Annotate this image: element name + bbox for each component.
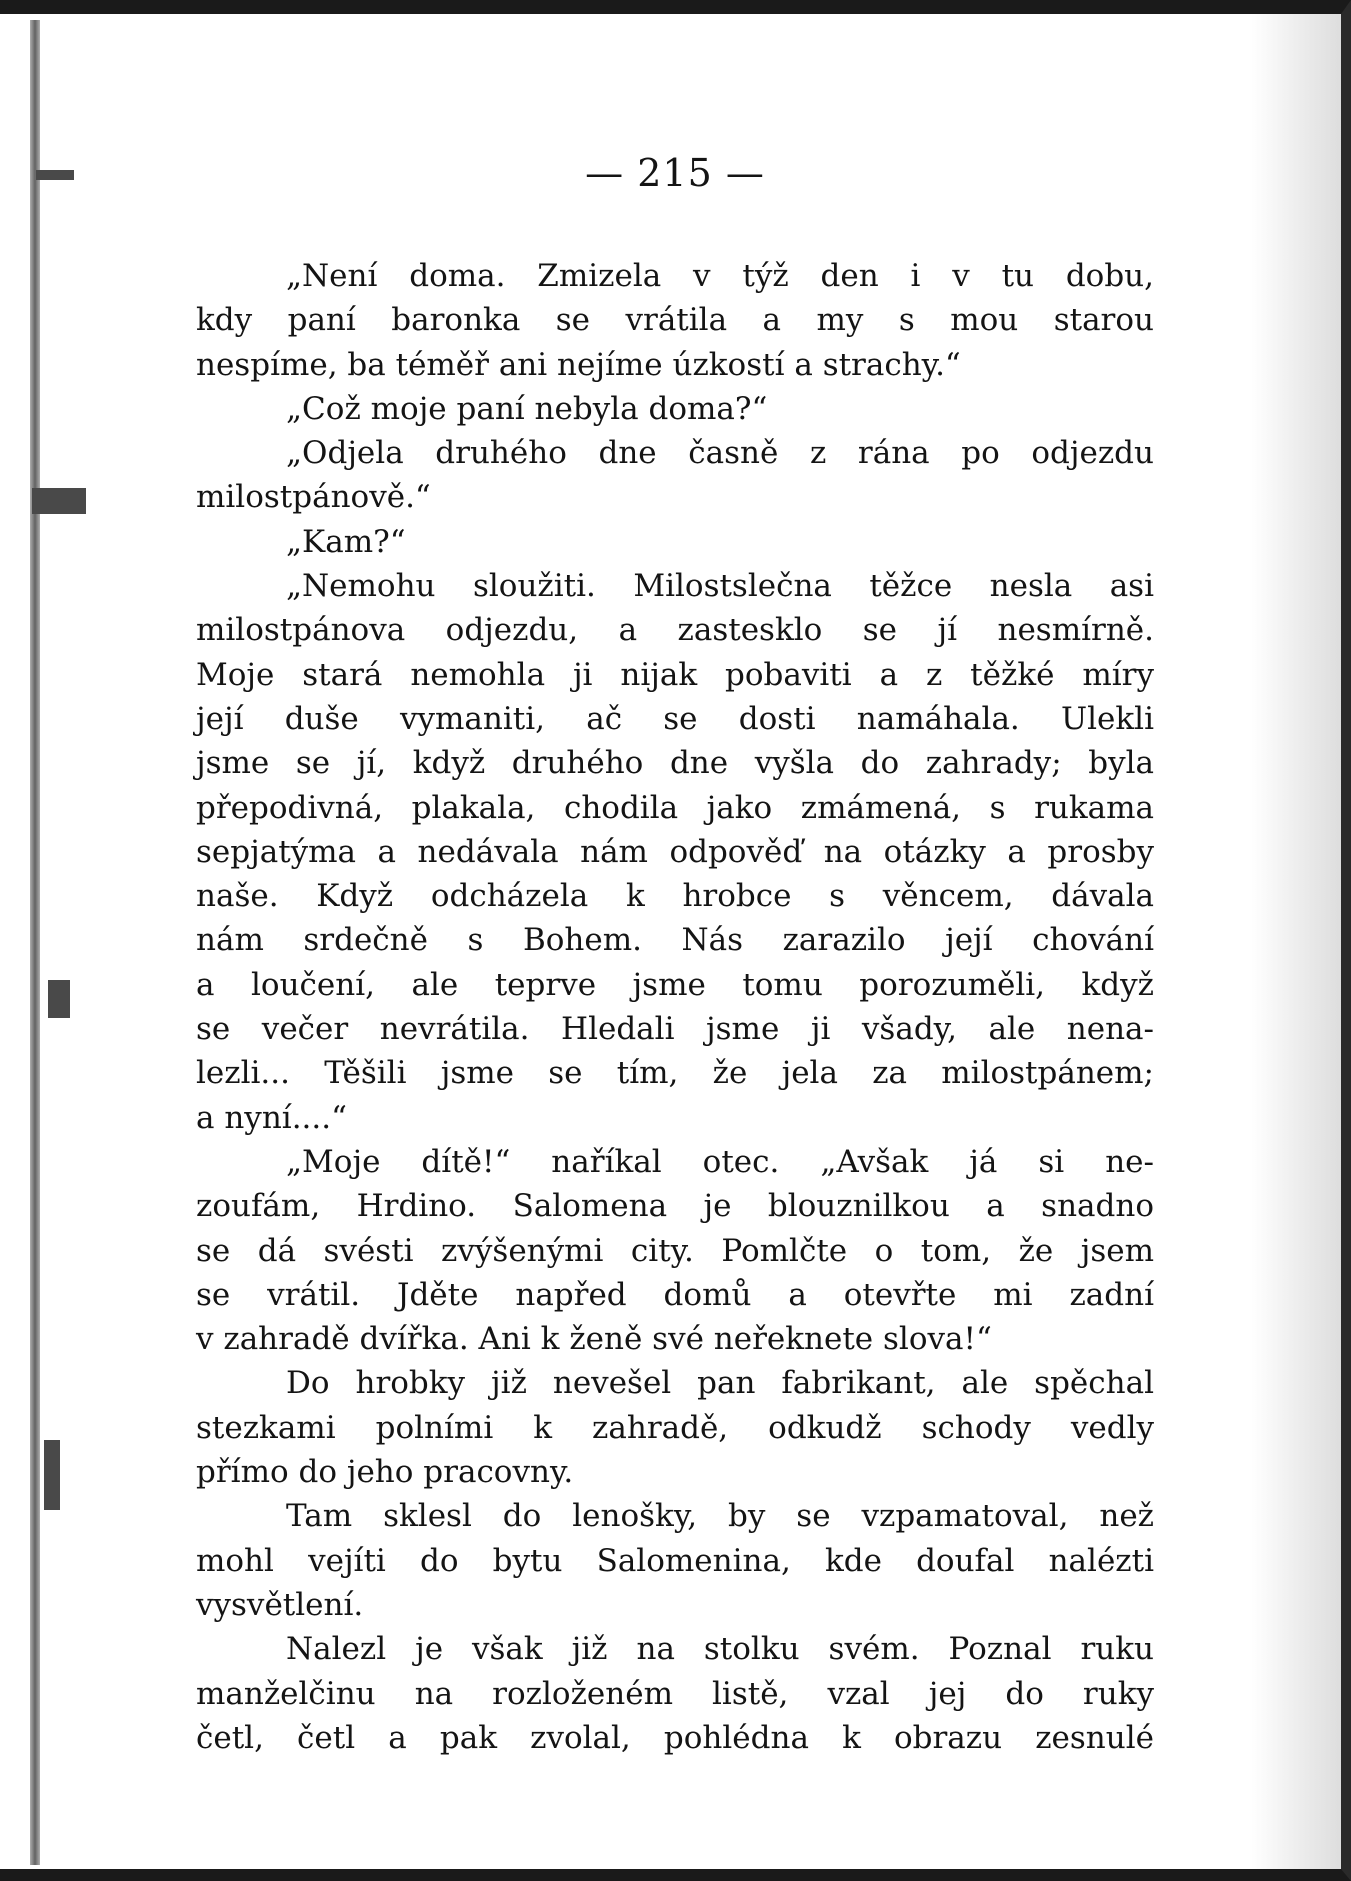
text-line: kdy paní baronka se vrátila a my s mou starou — [196, 302, 1154, 339]
spine-mark — [44, 1440, 60, 1510]
text-line: a loučení, ale teprve jsme tomu porozuměli, když — [196, 966, 1154, 1003]
page-edge-shadow — [1251, 14, 1341, 1869]
text-line: sepjatýma a nedávala nám odpověď na otázky a prosby — [196, 833, 1154, 870]
text-line: Moje stará nemohla ji nijak pobaviti a z těžké míry — [196, 656, 1154, 693]
text-line: „Nemohu sloužiti. Milostslečna těžce nesla asi — [286, 568, 1154, 605]
text-line: vysvětlení. — [196, 1586, 364, 1623]
text-line: se večer nevrátila. Hledali jsme ji všady, ale nena- — [196, 1011, 1154, 1048]
text-line: manželčinu na rozloženém listě, vzal jej do ruky — [196, 1675, 1154, 1712]
spine-mark — [36, 170, 74, 180]
text-line: přímo do jeho pracovny. — [196, 1454, 574, 1491]
book-spine-shadow — [30, 20, 40, 1865]
text-line: Tam sklesl do lenošky, by se vzpamatoval, než — [286, 1498, 1154, 1535]
text-line: nám srdečně s Bohem. Nás zarazilo její chování — [196, 922, 1154, 959]
text-line: mohl vejíti do bytu Salomenina, kde doufal nalézti — [196, 1542, 1154, 1579]
text-line: „Moje dítě!“ naříkal otec. „Avšak já si ne- — [286, 1143, 1154, 1180]
text-line: přepodivná, plakala, chodila jako zmámená, s rukama — [196, 789, 1154, 826]
text-line: nespíme, ba téměř ani nejíme úzkostí a strachy.“ — [196, 346, 961, 383]
spine-mark — [48, 980, 70, 1018]
text-line: a nyní....“ — [196, 1099, 347, 1136]
text-line: její duše vymaniti, ač se dosti namáhala. Ulekli — [196, 700, 1154, 737]
body-text — [196, 254, 1154, 1760]
spine-mark — [32, 488, 86, 514]
text-line: „Kam?“ — [286, 523, 406, 560]
text-line: milostpánově.“ — [196, 479, 431, 516]
text-line: „Není doma. Zmizela v týž den i v tu dobu, — [286, 258, 1154, 294]
text-line: Nalezl je však již na stolku svém. Poznal ruku — [286, 1631, 1154, 1668]
text-line: se dá svésti zvýšenými city. Pomlčte o tom, že jsem — [196, 1232, 1154, 1269]
book-page — [196, 150, 1154, 1760]
text-line: „Odjela druhého dne časně z rána po odjezdu — [286, 435, 1154, 472]
text-line: milostpánova odjezdu, a zastesklo se jí nesmírně. — [196, 612, 1154, 649]
page-number: — 215 — — [585, 151, 765, 195]
text-line: stezkami polními k zahradě, odkudž schody vedly — [196, 1409, 1154, 1446]
text-line: zoufám, Hrdino. Salomena je blouznilkou a snadno — [196, 1188, 1154, 1225]
text-line: jsme se jí, když druhého dne vyšla do zahrady; byla — [196, 745, 1154, 782]
text-line: lezli... Těšili jsme se tím, že jela za milostpánem; — [196, 1055, 1154, 1092]
text-line: „Což moje paní nebyla doma?“ — [286, 390, 768, 427]
text-line: naše. Když odcházela k hrobce s věncem, dávala — [196, 878, 1154, 915]
text-line: Do hrobky již nevešel pan fabrikant, ale spěchal — [286, 1365, 1154, 1402]
text-line: se vrátil. Jděte napřed domů a otevřte mi zadní — [196, 1276, 1154, 1313]
text-line: četl, četl a pak zvolal, pohlédna k obrazu zesnulé — [196, 1719, 1154, 1756]
text-line: v zahradě dvířka. Ani k ženě své neřeknete slova!“ — [196, 1321, 992, 1358]
